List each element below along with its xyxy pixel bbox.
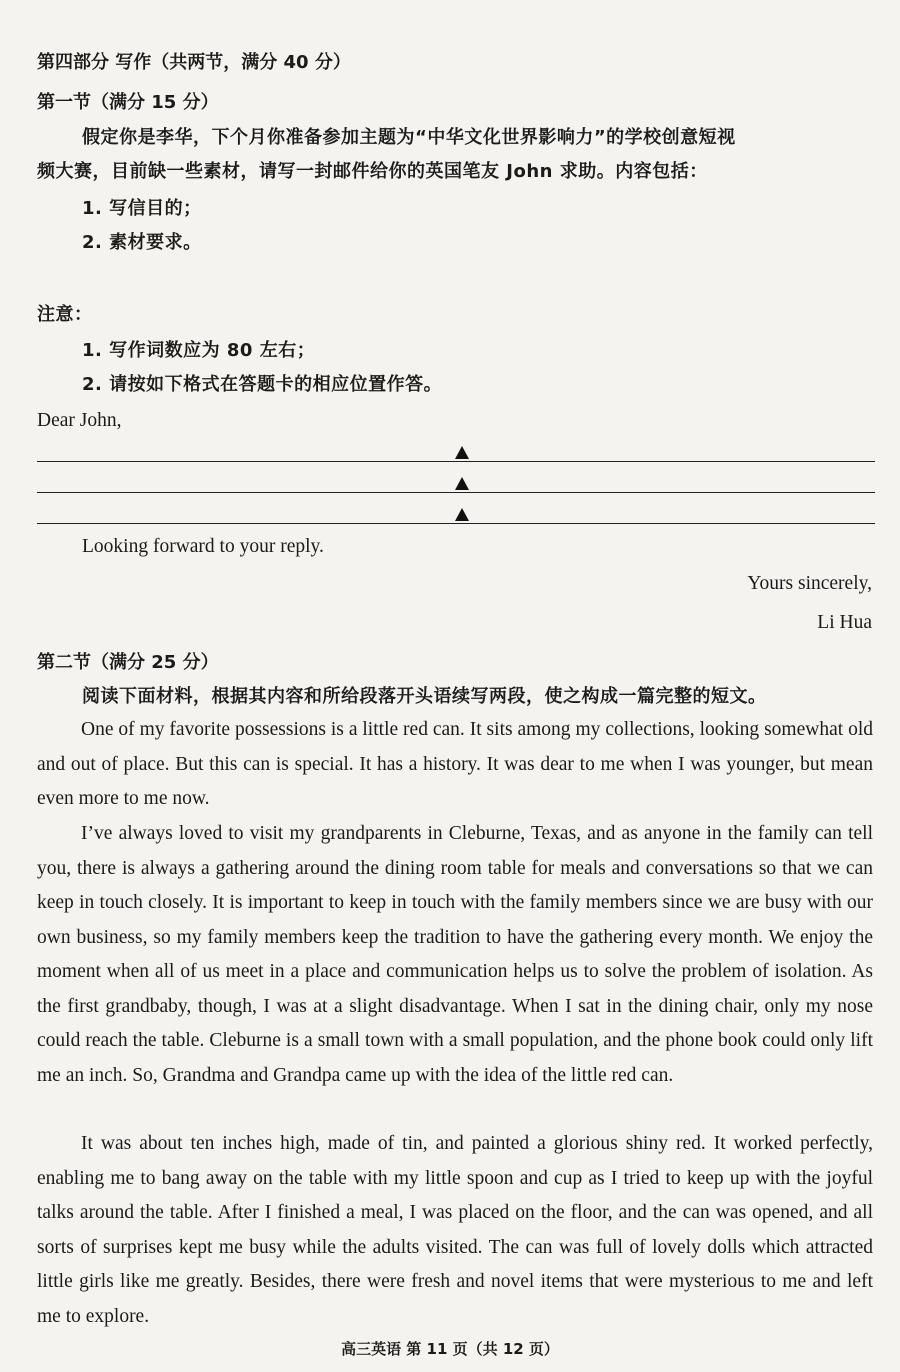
page-footer: 高三英语 第 11 页（共 12 页） (341, 1340, 559, 1358)
sign-off: Yours sincerely, (747, 573, 872, 594)
answer-marker-triangle (455, 477, 469, 490)
prompt-line-1: 假定你是李华，下个月你准备参加主题为“中华文化世界影响力”的学校创意短视 (82, 127, 736, 148)
answer-marker-triangle (455, 508, 469, 521)
answer-line (37, 492, 875, 493)
note-2: 2. 请按如下格式在答题卡的相应位置作答。 (82, 374, 443, 395)
prompt-line-2: 频大赛，目前缺一些素材，请写一封邮件给你的英国笔友 John 求助。内容包括： (37, 161, 708, 182)
section2-instruction: 阅读下面材料，根据其内容和所给段落开头语续写两段，使之构成一篇完整的短文。 (82, 686, 767, 707)
answer-line (37, 523, 875, 524)
content-item-1: 1. 写信目的； (82, 198, 202, 219)
passage-paragraph-2: I’ve always loved to visit my grandparents in Cleburne, Texas, and as anyone in the family can tell you, there is always a gathering around the dining room table for meals and conversations so that we can keep in touch closely. It is important to keep in touch with the family members since we are busy with our own business, so my family members keep the tradition to have the gathering every month. We enjoy the moment when all of us meet in a place and communication helps us to solve the problem of isolation. As the first grandbaby, though, I was at a slight disadvantage. When I sat in the dining chair, only my nose could reach the table. Cleburne is a small town with a small population, and the phone book could only lift me an inch. So, Grandma and Grandpa came up with the idea of the little red can. (37, 823, 873, 1086)
notes-title: 注意： (37, 304, 93, 325)
answer-line (37, 461, 875, 462)
note-1: 1. 写作词数应为 80 左右； (82, 340, 316, 361)
signature: Li Hua (817, 612, 872, 633)
answer-marker-triangle (455, 446, 469, 459)
section2-title: 第二节（满分 25 分） (37, 652, 219, 673)
content-item-2: 2. 素材要求。 (82, 232, 202, 253)
passage-paragraph-3: It was about ten inches high, made of tin, and painted a glorious shiny red. It worked perfectly, enabling me to bang away on the table with my little spoon and cup as I tried to keep up with the joyful talks around the table. After I finished a meal, I was placed on the floor, and the can was opened, and all sorts of surprises kept me busy while the adults visited. The can was full of lovely dolls which attracted little girls like me greatly. Besides, there were fresh and novel items that were mysterious to me and left me to explore. (37, 1133, 873, 1327)
passage-paragraph-1: One of my favorite possessions is a little red can. It sits among my collections, looking somewhat old and out of place. But this can is special. It has a history. It was dear to me when I was younger, but mean even more to me now. (37, 719, 873, 809)
closing-line: Looking forward to your reply. (82, 536, 324, 557)
part4-title: 第四部分 写作（共两节，满分 40 分） (37, 52, 351, 73)
section1-title: 第一节（满分 15 分） (37, 92, 219, 113)
salutation: Dear John, (37, 410, 122, 431)
